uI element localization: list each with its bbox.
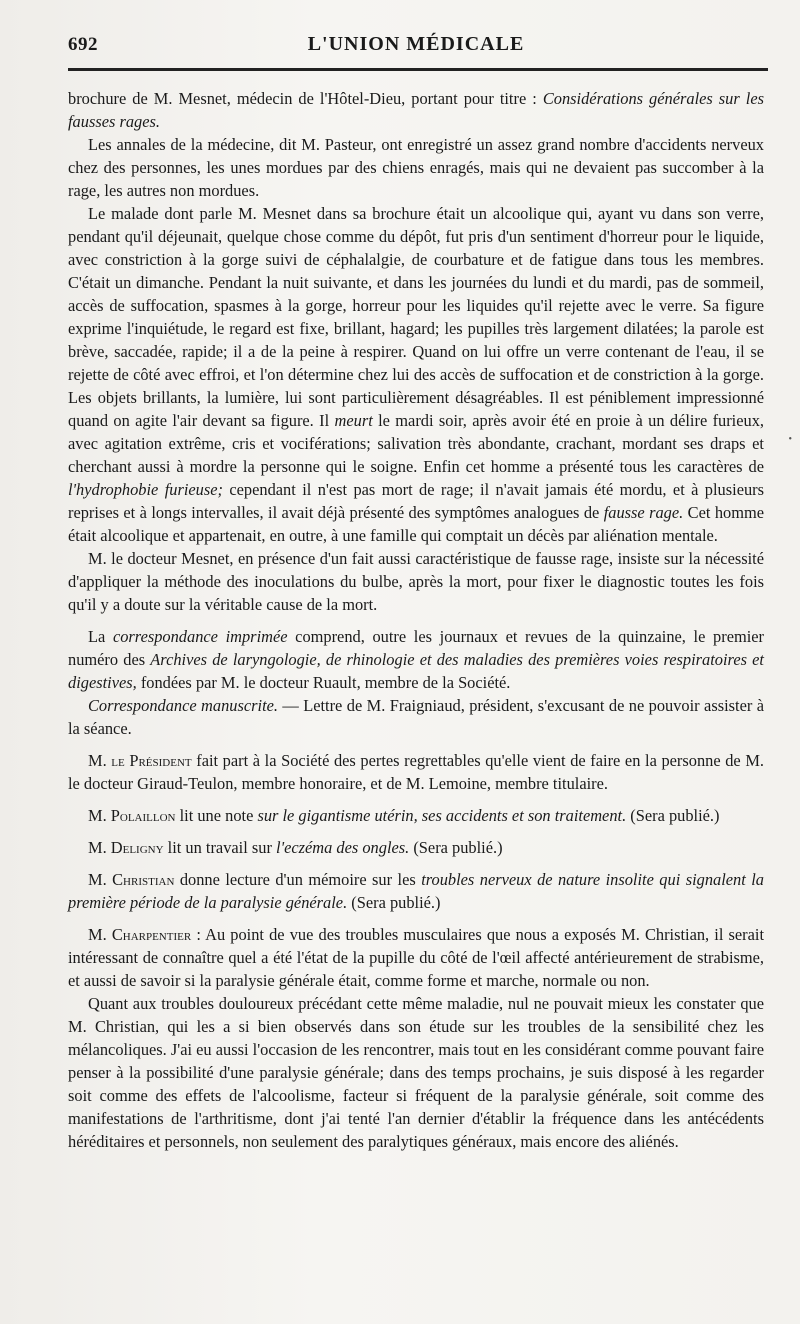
italic-term: meurt xyxy=(334,411,373,430)
speaker-name: Deligny xyxy=(110,838,164,857)
italic-term: Correspondance manuscrite. xyxy=(88,696,278,715)
text-run: donne lecture d'un mémoire sur les xyxy=(174,870,422,889)
text-run: lit une note xyxy=(175,806,258,825)
article-body xyxy=(68,87,764,1153)
italic-title: sur le gigantisme utérin, ses accidents et son traitement. xyxy=(257,806,627,825)
speaker-name: Charpentier xyxy=(111,925,192,944)
paragraph-christian xyxy=(68,868,764,914)
text-run: — Lettre de M. Fraigniaud, président, s'excusant de ne pouvoir assister à la séance. xyxy=(68,696,764,738)
paragraph-printed-correspondence xyxy=(68,625,764,694)
text-run: (Sera publié.) xyxy=(626,806,720,825)
text-run: fondées par M. le docteur Ruault, membre de la Société. xyxy=(136,673,511,692)
text-run: lit un travail sur xyxy=(163,838,277,857)
paragraph-charpentier xyxy=(68,923,764,992)
text-run: : Au point de vue des troubles musculaires que nous a exposés M. Christian, il serait intéressant de connaître quel a été l'état de la pupille du côté de l'œil affecté antérieurement de strabisme, et aussi de savoir si la paralysie générale était, comme forme et marche, normale ou non. xyxy=(68,925,764,990)
text-run: M. xyxy=(88,925,112,944)
text-run: La xyxy=(88,627,113,646)
text-run: fait part à la Société des pertes regrettables qu'elle vient de faire en la personne de M. le docteur Giraud-Teulon, membre honoraire, et de M. Lemoine, membre titulaire. xyxy=(68,751,764,793)
paragraph-mesnet-conclusion: M. le docteur Mesnet, en présence d'un fait aussi caractéristique de fausse rage, insiste sur la nécessité d'appliquer la méthode des inoculations du bulbe, après la mort, pour fixer le diagnostic toutes les fois qu'il y a doute sur la véritable cause de la mort. xyxy=(68,549,764,614)
text-run: brochure de M. Mesnet, médecin de l'Hôtel-Dieu, portant pour titre : xyxy=(68,89,543,108)
speaker-name: le Président xyxy=(111,751,192,770)
italic-term: l'hydrophobie furieuse; xyxy=(68,480,223,499)
paragraph-brochure-title xyxy=(68,87,764,133)
italic-title: Considérations générales sur les fausses rages. xyxy=(68,89,764,131)
running-header xyxy=(68,30,764,64)
paragraph-manuscript-correspondence xyxy=(68,694,764,740)
italic-title: l'eczéma des ongles. xyxy=(276,838,410,857)
text-run: M. xyxy=(88,870,113,889)
italic-term: correspondance imprimée xyxy=(112,627,288,646)
journal-title: L'UNION MÉDICALE xyxy=(307,33,525,55)
text-run: M. xyxy=(88,838,111,857)
page-number: 692 xyxy=(68,34,98,55)
margin-dot: • xyxy=(788,434,792,445)
paragraph-deligny xyxy=(68,836,764,859)
italic-title: Archives de laryngologie, de rhinologie et des maladies des premières voies respiratoires et digestives, xyxy=(68,650,764,692)
paragraph-president-announcement xyxy=(68,749,764,795)
text-run: Cet homme était alcoolique et appartenait, en outre, à une famille qui comptait un décès par aliénation mentale. xyxy=(68,503,764,545)
text-run: (Sera publié.) xyxy=(409,838,503,857)
text-run: M. xyxy=(88,751,112,770)
paragraph-pasteur: Les annales de la médecine, dit M. Pasteur, ont enregistré un assez grand nombre d'accidents nerveux chez des personnes, les unes mordues par des chiens enragés, mais qui ne devaient pas succomber à la rage, les autres non mordues. xyxy=(68,135,764,200)
header-rule xyxy=(68,68,768,71)
paragraph-painful-troubles: Quant aux troubles douloureux précédant cette même maladie, nul ne pouvait mieux les constater que M. Christian, qui les a si bien observés dans son étude sur les troubles de la sensibilité chez les mélancoliques. J'ai eu aussi l'occasion de les rencontrer, mais tout en les considérant comme pouvant faire penser à la possibilité d'une paralysie générale; dans des temps prochains, je suis disposé à les regarder soit comme des effets de l'alcoolisme, facteur si fréquent de la paralysie générale, soit comme des manifestations de l'arthritisme, dont j'ai tenté l'an dernier d'établir la fréquence dans les antécédents héréditaires et personnels, non seulement des paralytiques généraux, mais encore des aliénés. xyxy=(68,994,764,1151)
italic-title: troubles nerveux de nature insolite qui signalent la première période de la paralysie générale. xyxy=(68,870,764,912)
text-run: Le malade dont parle M. Mesnet dans sa brochure était un alcoolique qui, ayant vu dans son verre, pendant qu'il déjeunait, quelque chose comme du dépôt, fut pris d'un sentiment d'horreur pour le liquide, avec constriction à la gorge suivi de céphalalgie, de courbature et de fatigue dans tous les membres. C'était un dimanche. Pendant la nuit suivante, et dans les journées du lundi et du mardi, pas de sommeil, accès de suffocation, spasmes à la gorge, horreur pour les liquides qu'il rejette avec le verre. Sa figure exprime l'inquiétude, le regard est fixe, brillant, hagard; les pupilles très largement dilatées; la parole est brève, saccadée, rapide; il a de la peine à respirer. Quand on lui offre un verre contenant de l'eau, il se rejette de côté avec effroi, et l'on détermine chez lui des accès de suffocation et de constriction à la gorge. Les objets brillants, la lumière, lui sont particulièrement désagréables. Il est péniblement impressionné quand on agite l'air devant sa figure. Il xyxy=(68,204,764,430)
text-run: comprend, outre les journaux et revues de la quinzaine, le premier numéro des xyxy=(68,627,765,669)
text-run: cependant il n'est pas mort de rage; il n'avait jamais été mordu, et à plusieurs reprises et à longs intervalles, il avait déjà présenté des symptômes analogues de xyxy=(68,480,764,522)
speaker-name: Polaillon xyxy=(110,806,176,825)
text-run: (Sera publié.) xyxy=(347,893,441,912)
text-run: M. xyxy=(88,806,111,825)
italic-term: fausse rage. xyxy=(603,503,684,522)
text-run: le mardi soir, après avoir été en proie à un délire furieux, avec agitation extrême, cris et vociférations; salivation très abondante, crachant, mordant ses draps et cherchant aussi à mordre la personne qui le soigne. Enfin cet homme a présenté tous les caractères de xyxy=(68,411,764,476)
speaker-name: Christian xyxy=(112,870,175,889)
paragraph-polaillon xyxy=(68,804,764,827)
paragraph-case-description xyxy=(68,202,764,547)
